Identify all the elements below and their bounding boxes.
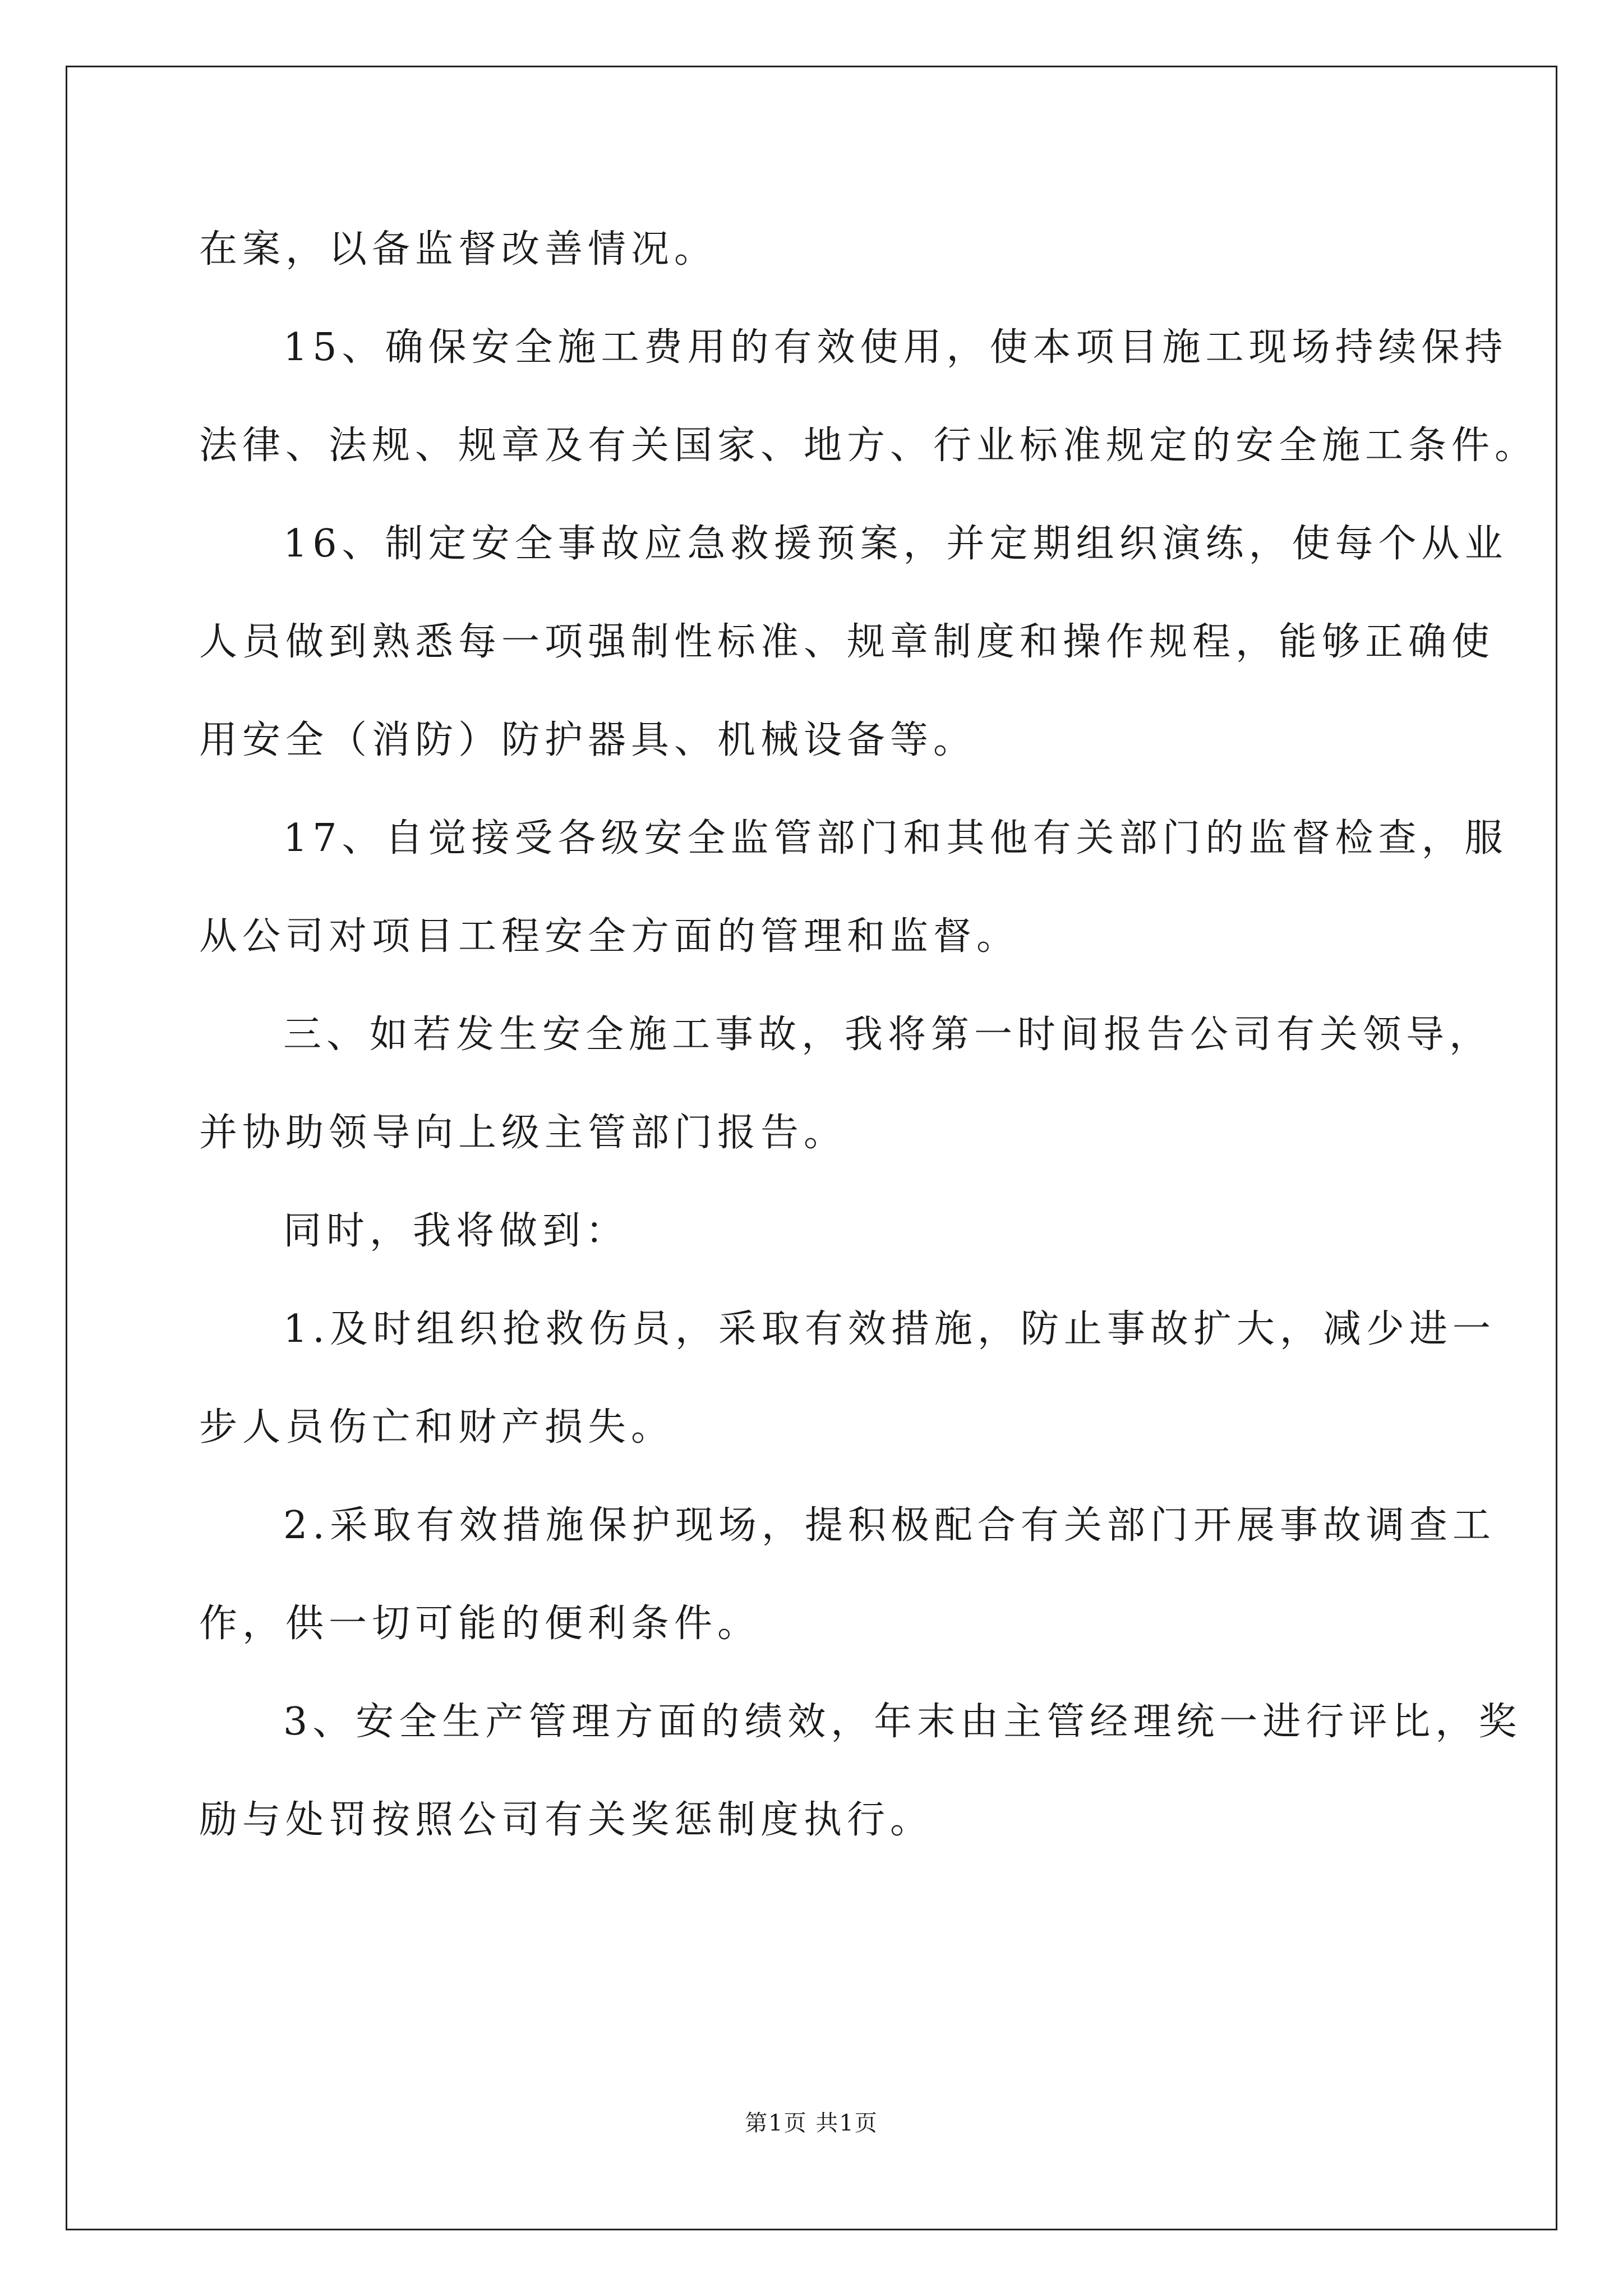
- text-line: 用安全（消防）防护器具、机械设备等。: [199, 718, 977, 762]
- text-line: 2.采取有效措施保护现场，提积极配合有关部门开展事故调查工: [283, 1503, 1496, 1548]
- text-line: 并协助领导向上级主管部门报告。: [199, 1111, 847, 1155]
- text-line: 1.及时组织抢救伤员，采取有效措施，防止事故扩大，减少进一: [283, 1307, 1496, 1351]
- text-line: 从公司对项目工程安全方面的管理和监督。: [199, 914, 1020, 959]
- text-line: 3、安全生产管理方面的绩效，年末由主管经理统一进行评比，奖: [283, 1700, 1522, 1744]
- text-line: 法律、法规、规章及有关国家、地方、行业标准规定的安全施工条件。: [199, 424, 1538, 468]
- text-line: 15、确保安全施工费用的有效使用，使本项目施工现场持续保持: [283, 325, 1508, 370]
- text-line: 16、制定安全事故应急救援预案，并定期组织演练，使每个从业: [283, 522, 1508, 566]
- text-line: 励与处罚按照公司有关奖惩制度执行。: [199, 1798, 934, 1842]
- text-line: 在案，以备监督改善情况。: [199, 227, 718, 272]
- text-line: 三、如若发生安全施工事故，我将第一时间报告公司有关领导，: [283, 1013, 1493, 1057]
- text-line: 人员做到熟悉每一项强制性标准、规章制度和操作规程，能够正确使: [199, 620, 1495, 664]
- text-line: 作，供一切可能的便利条件。: [199, 1602, 761, 1646]
- text-line: 17、自觉接受各级安全监管部门和其他有关部门的监督检查，服: [283, 816, 1508, 861]
- text-line: 同时，我将做到：: [283, 1209, 629, 1253]
- text-line: 步人员伤亡和财产损失。: [199, 1405, 675, 1450]
- page-footer: 第1页 共1页: [745, 2110, 878, 2136]
